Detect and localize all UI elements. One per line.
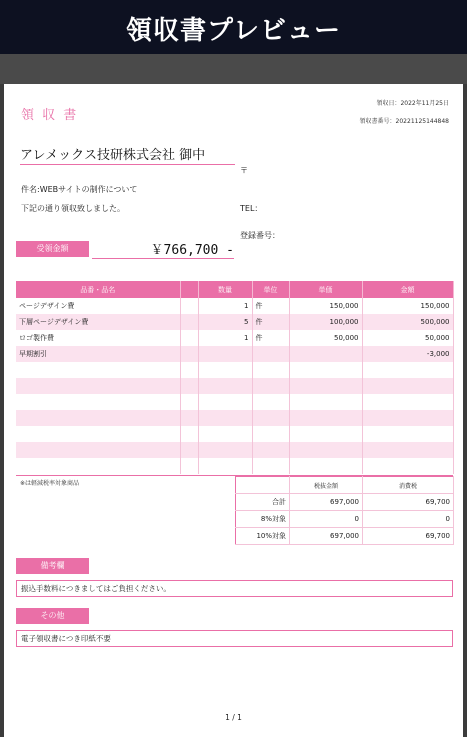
summary-pretax: 0 xyxy=(290,511,363,528)
table-row xyxy=(16,298,453,314)
summary-label: 合計 xyxy=(236,494,290,511)
page-indicator: 1 / 1 xyxy=(225,713,242,722)
summary-tax: 69,700 xyxy=(363,528,454,545)
col-header xyxy=(180,281,198,298)
col-header: 単価 xyxy=(289,281,362,298)
table-row xyxy=(16,394,453,410)
summary-row xyxy=(236,528,454,545)
viewer-background xyxy=(0,54,467,84)
items-table xyxy=(16,281,454,474)
item-unit: 件 xyxy=(252,298,289,314)
item-unit xyxy=(252,346,289,362)
col-header: 金額 xyxy=(362,281,453,298)
item-code xyxy=(180,298,198,314)
summary-header-row xyxy=(236,477,454,494)
other-label: その他 xyxy=(16,608,89,624)
table-row xyxy=(16,330,453,346)
summary-header: 税抜金額 xyxy=(290,477,363,494)
item-qty: 1 xyxy=(198,330,252,346)
item-amount: 150,000 xyxy=(362,298,453,314)
remarks-box: 振込手数料につきましてはご負担ください。 xyxy=(16,580,453,597)
col-header: 単位 xyxy=(252,281,289,298)
summary-row xyxy=(236,511,454,528)
col-header: 品番・品名 xyxy=(16,281,180,298)
receipt-title: 領 収 書 xyxy=(21,108,79,123)
summary-tax: 0 xyxy=(363,511,454,528)
page-title: 領収書プレビュー xyxy=(126,16,341,46)
amount-value: ￥766,700 - xyxy=(92,239,234,259)
item-price: 100,000 xyxy=(289,314,362,330)
item-qty: 1 xyxy=(198,298,252,314)
summary-label: 10%対象 xyxy=(236,528,290,545)
item-code xyxy=(180,330,198,346)
summary-tax: 69,700 xyxy=(363,494,454,511)
item-name: 早期割引 xyxy=(16,346,180,362)
item-price: 150,000 xyxy=(289,298,362,314)
receipt-sheet[interactable] xyxy=(4,84,463,737)
amount-label: 受領金額 xyxy=(16,241,89,257)
summary-table xyxy=(235,476,454,545)
other-box: 電子領収書につき印紙不要 xyxy=(16,630,453,647)
summary-pretax: 697,000 xyxy=(290,494,363,511)
received-text: 下記の通り領収致しました。 xyxy=(21,204,125,213)
item-unit: 件 xyxy=(252,330,289,346)
item-name: ページデザイン費 xyxy=(16,298,180,314)
col-header: 数量 xyxy=(198,281,252,298)
item-amount: 500,000 xyxy=(362,314,453,330)
receipt-number: 領収書番号：20221125144848 xyxy=(359,118,449,125)
item-amount: -3,000 xyxy=(362,346,453,362)
item-code xyxy=(180,314,198,330)
subject-line: 件名:WEBサイトの制作について xyxy=(21,185,138,194)
table-row xyxy=(16,410,453,426)
summary-header: 消費税 xyxy=(363,477,454,494)
items-header-row xyxy=(16,281,453,298)
summary-pretax: 697,000 xyxy=(290,528,363,545)
item-code xyxy=(180,346,198,362)
table-row xyxy=(16,378,453,394)
item-name: ロゴ製作費 xyxy=(16,330,180,346)
table-row xyxy=(16,426,453,442)
item-price xyxy=(289,346,362,362)
summary-header xyxy=(236,477,290,494)
recipient-name: アレメックス技研株式会社 御中 xyxy=(20,144,235,165)
item-unit: 件 xyxy=(252,314,289,330)
issue-date: 領収日：2022年11月25日 xyxy=(376,100,449,107)
item-amount: 50,000 xyxy=(362,330,453,346)
table-row xyxy=(16,442,453,458)
tel-label: TEL： xyxy=(240,204,263,213)
tax-note: ※は軽減税率対象商品 xyxy=(20,480,80,487)
registration-label: 登録番号： xyxy=(240,231,280,240)
remarks-label: 備考欄 xyxy=(16,558,89,574)
item-qty: 5 xyxy=(198,314,252,330)
item-price: 50,000 xyxy=(289,330,362,346)
table-row xyxy=(16,362,453,378)
table-row xyxy=(16,314,453,330)
postal-mark: 〒 xyxy=(240,166,248,175)
table-row xyxy=(16,458,453,474)
summary-label: 8%対象 xyxy=(236,511,290,528)
top-bar xyxy=(0,0,467,54)
summary-row xyxy=(236,494,454,511)
item-name: 下層ページデザイン費 xyxy=(16,314,180,330)
item-qty xyxy=(198,346,252,362)
table-row xyxy=(16,346,453,362)
